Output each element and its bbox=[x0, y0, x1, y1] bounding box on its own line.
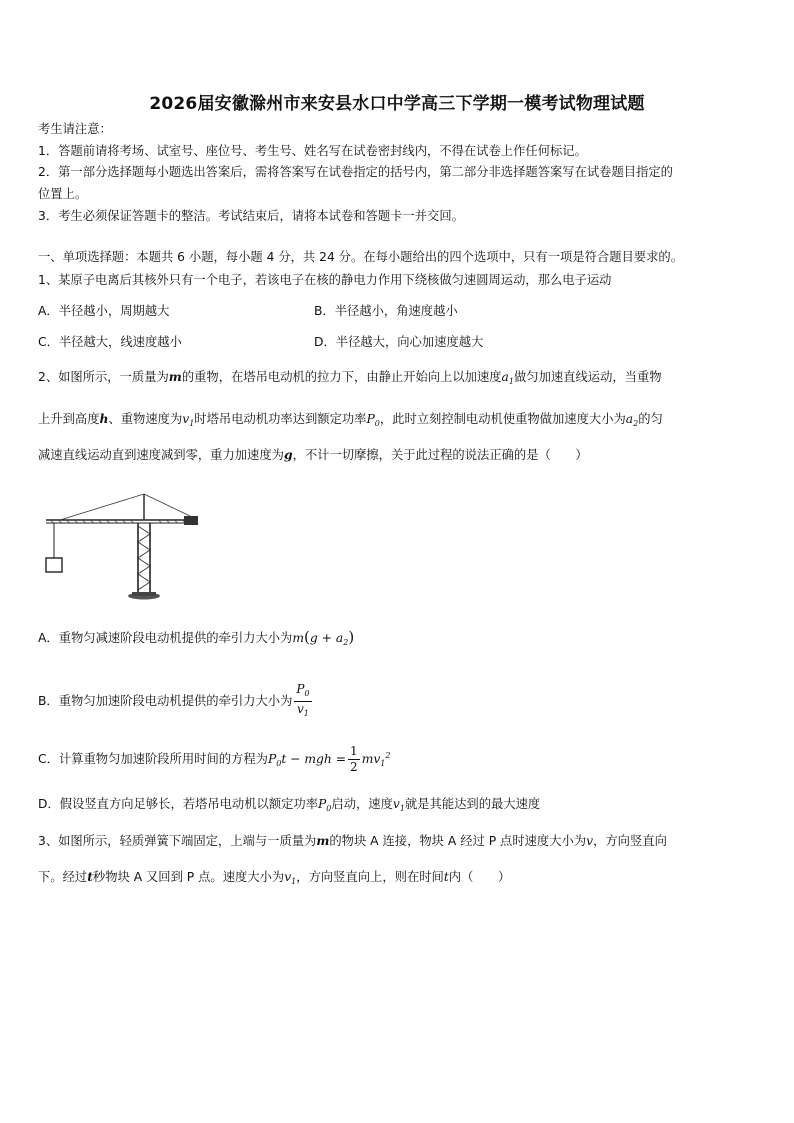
q3-velocity-v1: $v_1$ bbox=[284, 870, 297, 886]
q3-mass-symbol: m bbox=[316, 833, 330, 848]
q2-text: 上升到高度 bbox=[38, 412, 100, 426]
q3-stem-line-2 bbox=[38, 869, 510, 890]
q2-stem-line-2 bbox=[38, 411, 663, 432]
q1-stem: 1、某原子电离后其核外只有一个电子，若该电子在核的静电力作用下绕核做匀速圆周运动，那么电子运动 bbox=[38, 273, 612, 287]
q2-text: 的重物，在塔吊电动机的拉力下，由静止开始向上以加速度 bbox=[181, 370, 502, 384]
q2-option-c-term: $mv_1^2$ bbox=[361, 751, 391, 768]
q2-height-symbol: h bbox=[99, 411, 109, 426]
q2-stem-line-1 bbox=[38, 369, 662, 390]
q3-text: ，方向竖直向上，则在时间 bbox=[296, 870, 444, 884]
q2-text: ，此时立刻控制电动机使重物做加速度大小为 bbox=[379, 412, 626, 426]
q3-text: 内（ ） bbox=[448, 870, 511, 884]
notice-item-1: 1．答题前请将考场、试室号、座位号、考生号、姓名写在试卷密封线内，不得在试卷上作任何标记。 bbox=[38, 144, 587, 158]
q2-option-c-formula: $P_0t$ − mgh = bbox=[267, 752, 347, 768]
q2-accel-a2: $a_2$ bbox=[625, 412, 639, 428]
q3-time-symbol: t bbox=[87, 869, 93, 884]
exam-title: 2026届安徽滁州市来安县水口中学高三下学期一模考试物理试题 bbox=[149, 94, 645, 114]
q2-option-c-fraction: $\frac{1}{2}$ bbox=[350, 744, 358, 774]
q1-option-a: A．半径越小，周期越大 bbox=[38, 304, 170, 318]
q2-option-a-text: A．重物匀减速阶段电动机提供的牵引力大小为 bbox=[38, 631, 293, 645]
q2-option-d-text: D．假设竖直方向足够长，若塔吊电动机以额定功率 bbox=[38, 797, 319, 811]
q2-text: 、重物速度为 bbox=[108, 412, 183, 426]
q3-text: 的物块 A 连接，物块 A 经过 P 点时速度大小为 bbox=[329, 834, 587, 848]
q3-text: 3、如图所示，轻质弹簧下端固定，上端与一质量为 bbox=[38, 834, 317, 848]
q2-text: 的匀 bbox=[638, 412, 663, 426]
q2-text: 时塔吊电动机功率达到额定功率 bbox=[194, 412, 367, 426]
q3-text: 下。经过 bbox=[38, 870, 88, 884]
q2-accel-a1: $a_1$ bbox=[501, 370, 514, 386]
q2-text: 减速直线运动直到速度减到零，重力加速度为 bbox=[38, 448, 284, 462]
q1-option-c: C．半径越大，线速度越小 bbox=[38, 335, 182, 349]
q2-option-b-text: B．重物匀加速阶段电动机提供的牵引力大小为 bbox=[38, 694, 293, 708]
q3-text: ，方向竖直向 bbox=[593, 834, 667, 848]
q2-stem-line-3 bbox=[38, 447, 588, 463]
q2-text: 2、如图所示，一质量为 bbox=[38, 370, 169, 384]
notice-item-3: 3．考生必须保证答题卡的整洁。考试结束后，请将本试卷和答题卡一并交回。 bbox=[38, 209, 464, 223]
q2-option-b bbox=[38, 682, 314, 721]
q2-power-p0: $P_0$ bbox=[366, 412, 380, 428]
tower-crane-figure bbox=[40, 488, 210, 606]
q3-velocity-v: v bbox=[586, 834, 594, 848]
notice-item-2: 2．第一部分选择题每小题选出答案后，需将答案写在试卷指定的括号内，第二部分非选择题答案写在试卷题目指定的 bbox=[38, 165, 673, 179]
q3-stem-line-1 bbox=[38, 833, 667, 849]
q2-option-c bbox=[38, 744, 390, 775]
q2-option-c-text: C．计算重物匀加速阶段所用时间的方程为 bbox=[38, 752, 268, 766]
notice-heading: 考生请注意： bbox=[38, 122, 112, 136]
q2-velocity-v1: $v_1$ bbox=[182, 412, 195, 428]
q3-text: 秒物块 A 又回到 P 点。速度大小为 bbox=[92, 870, 285, 884]
q2-option-d-text: 启动，速度 bbox=[331, 797, 393, 811]
q2-option-a-formula: $m(g + a_2)$ bbox=[292, 628, 355, 647]
q2-option-b-formula: $\frac{P_0}{v_1}$ bbox=[296, 682, 310, 718]
q2-option-d-velocity: $v_1$ bbox=[392, 797, 405, 813]
section-heading: 一、单项选择题：本题共 6 小题，每小题 4 分，共 24 分。在每小题给出的四个选项中，只有一项是符合题目要求的。 bbox=[38, 250, 683, 264]
q1-option-b: B．半径越小，角速度越小 bbox=[314, 304, 458, 318]
notice-item-2-cont: 位置上。 bbox=[38, 187, 88, 201]
q2-text: ，不计一切摩擦，关于此过程的说法正确的是（ ） bbox=[292, 448, 588, 462]
q2-text: 做匀加速直线运动，当重物 bbox=[513, 370, 662, 384]
q2-option-d-power: $P_0$ bbox=[318, 797, 332, 813]
q2-mass-symbol: m bbox=[168, 369, 182, 384]
q2-option-a bbox=[38, 629, 354, 651]
q1-option-d: D．半径越大，向心加速度越大 bbox=[314, 335, 484, 349]
q2-gravity-symbol: g bbox=[283, 447, 293, 462]
q2-option-d-text: 就是其能达到的最大速度 bbox=[404, 797, 541, 811]
q3-time-t: t bbox=[443, 870, 449, 884]
q2-option-d bbox=[38, 796, 540, 817]
